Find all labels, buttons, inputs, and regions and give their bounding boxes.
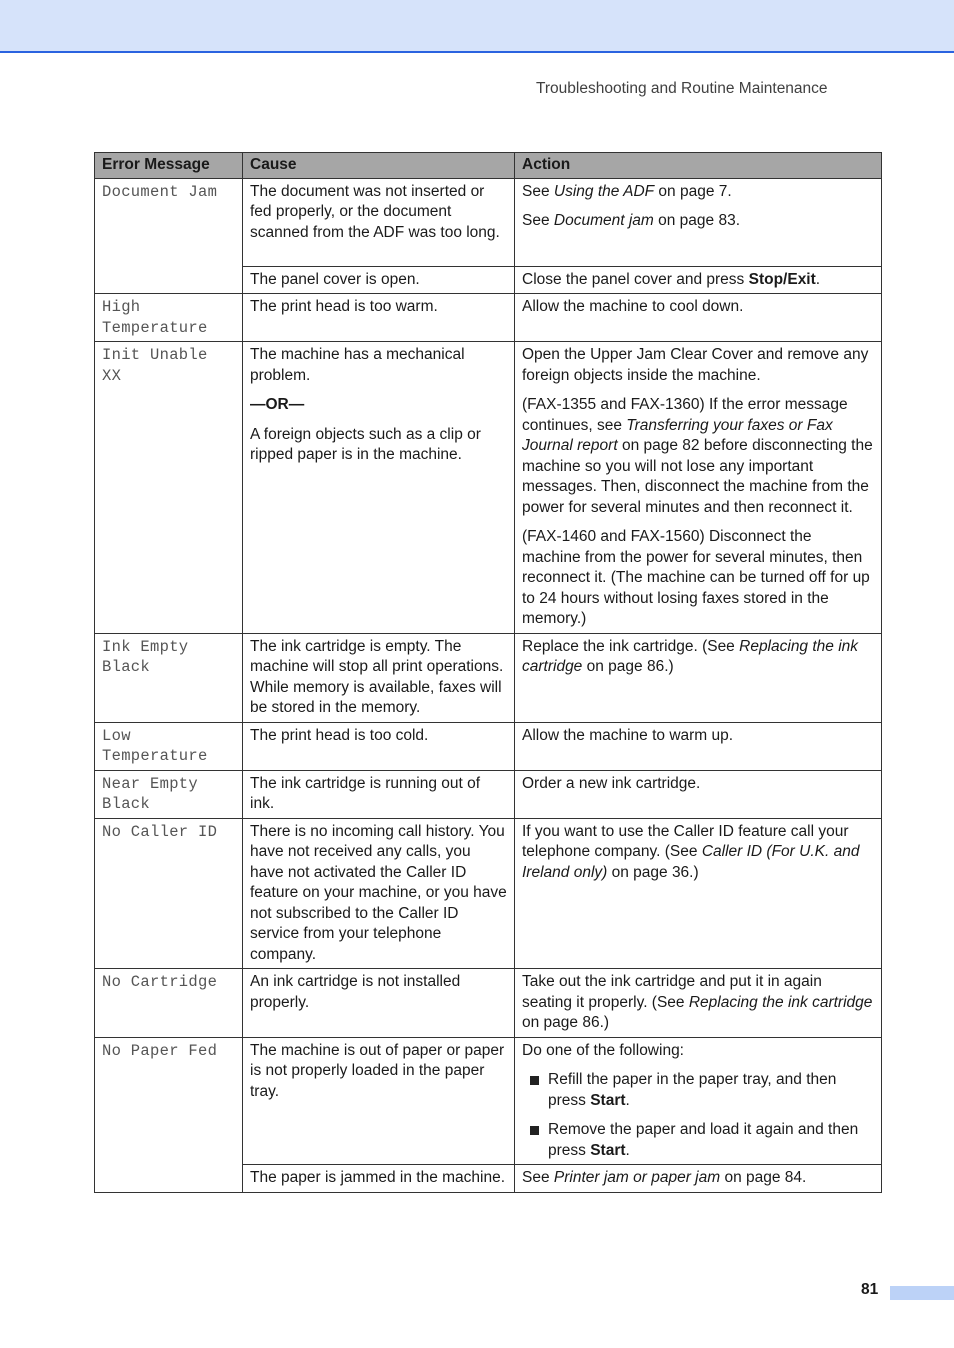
error-message-document-jam: Document Jam [95,178,243,294]
table-row [95,342,882,634]
table-row [95,178,882,266]
key-name: Start [590,1091,626,1109]
table-row [95,633,882,722]
action-cell: Allow the machine to cool down. [515,294,882,342]
error-message-high-temperature: High Temperature [95,294,243,342]
table-row [95,818,882,969]
square-bullet-icon [530,1076,539,1085]
reference-link: Document jam [553,212,654,229]
reference-link: Transferring your faxes or Fax Journal report [522,416,833,454]
error-message-no-cartridge: No Cartridge [95,969,243,1038]
action-cell: Replace the ink cartridge. (See Replacing the ink cartridge on page 86.) [515,633,882,722]
or-separator: —OR— [250,396,305,413]
column-header-error-message: Error Message [95,153,243,179]
error-message-table [94,152,882,1193]
reference-link: Replacing the ink cartridge [688,993,873,1011]
reference-link: Using the ADF [553,182,655,200]
action-cell: If you want to use the Caller ID feature call your telephone company. (See Caller ID (For U.K. and Ireland only) on page 36.) [515,818,882,969]
cause-cell: The paper is jammed in the machine. [243,1165,515,1193]
action-cell: Take out the ink cartridge and put it in again seating it properly. (See Replacing the ink cartridge on page 86.) [515,969,882,1038]
table-row [95,722,882,770]
cause-cell: The print head is too cold. [243,722,515,770]
action-cell: Close the panel cover and press Stop/Exit. [515,266,882,294]
cause-cell: The panel cover is open. [243,266,515,294]
column-header-cause: Cause [243,153,515,179]
error-message-no-paper-fed: No Paper Fed [95,1037,243,1192]
error-message-no-caller-id: No Caller ID [95,818,243,969]
reference-link: Printer jam or paper jam [553,1169,721,1186]
column-header-action: Action [515,153,882,179]
table-row [95,294,882,342]
action-cell: Open the Upper Jam Clear Cover and remove any foreign objects inside the machine. (FAX-1355 and FAX-1360) If the error message continues, see Transferring your faxes or Fax Journal report on page 82 before disconnecting the machine so you will not lose any important messages. Then, disconnect the machine from the power for several minutes and then reconnect it. (FAX-1460 and FAX-1560) Disconnect the machine from the power for several minutes, then reconnect it. (The machine can be turned off for up to 24 hours without losing faxes stored in the memory.) [515,342,882,634]
action-cell: Do one of the following: Refill the paper in the paper tray, and then press Start. Remove the paper and load it again and then press Start. [515,1037,882,1165]
page-tab-marker [890,1286,954,1300]
page-top-band [0,0,954,53]
list-item: Remove the paper and load it again and then press Start. [522,1120,874,1161]
reference-link: Replacing the ink cartridge [522,637,859,675]
cause-cell: The document was not inserted or fed properly, or the document scanned from the ADF was too long. [243,178,515,266]
error-message-init-unable: Init Unable XX [95,342,243,634]
action-cell: See Using the ADF on page 7. See Document jam on page 83. [515,178,882,266]
key-name: Stop/Exit [748,270,816,288]
cause-cell: The ink cartridge is empty. The machine will stop all print operations. While memory is available, faxes will be stored in the memory. [243,633,515,722]
cause-cell: The print head is too warm. [243,294,515,342]
error-message-ink-empty-black: Ink Empty Black [95,633,243,722]
cause-cell: There is no incoming call history. You have not received any calls, you have not activated the Caller ID feature on your machine, or you have not subscribed to the Caller ID service from your telephone company. [243,818,515,969]
cause-cell: The machine is out of paper or paper is not properly loaded in the paper tray. [243,1037,515,1165]
action-cell: Allow the machine to warm up. [515,722,882,770]
error-message-low-temperature: Low Temperature [95,722,243,770]
cause-cell: The ink cartridge is running out of ink. [243,770,515,818]
cause-cell: The machine has a mechanical problem. —OR— A foreign objects such as a clip or ripped paper is in the machine. [243,342,515,634]
error-message-near-empty-black: Near Empty Black [95,770,243,818]
action-bullet-list [522,1070,874,1161]
page-number: 81 [861,1281,879,1298]
table-row [95,969,882,1038]
reference-link: Caller ID (For U.K. and Ireland only) [522,843,860,881]
running-header: Troubleshooting and Routine Maintenance [536,80,828,97]
action-cell: See Printer jam or paper jam on page 84. [515,1165,882,1193]
table-row [95,770,882,818]
action-cell: Order a new ink cartridge. [515,770,882,818]
key-name: Start [590,1141,626,1159]
table-header-row [95,153,882,179]
table-row [95,1037,882,1165]
list-item: Refill the paper in the paper tray, and then press Start. [522,1070,874,1111]
cause-cell: An ink cartridge is not installed properly. [243,969,515,1038]
square-bullet-icon [530,1126,539,1135]
